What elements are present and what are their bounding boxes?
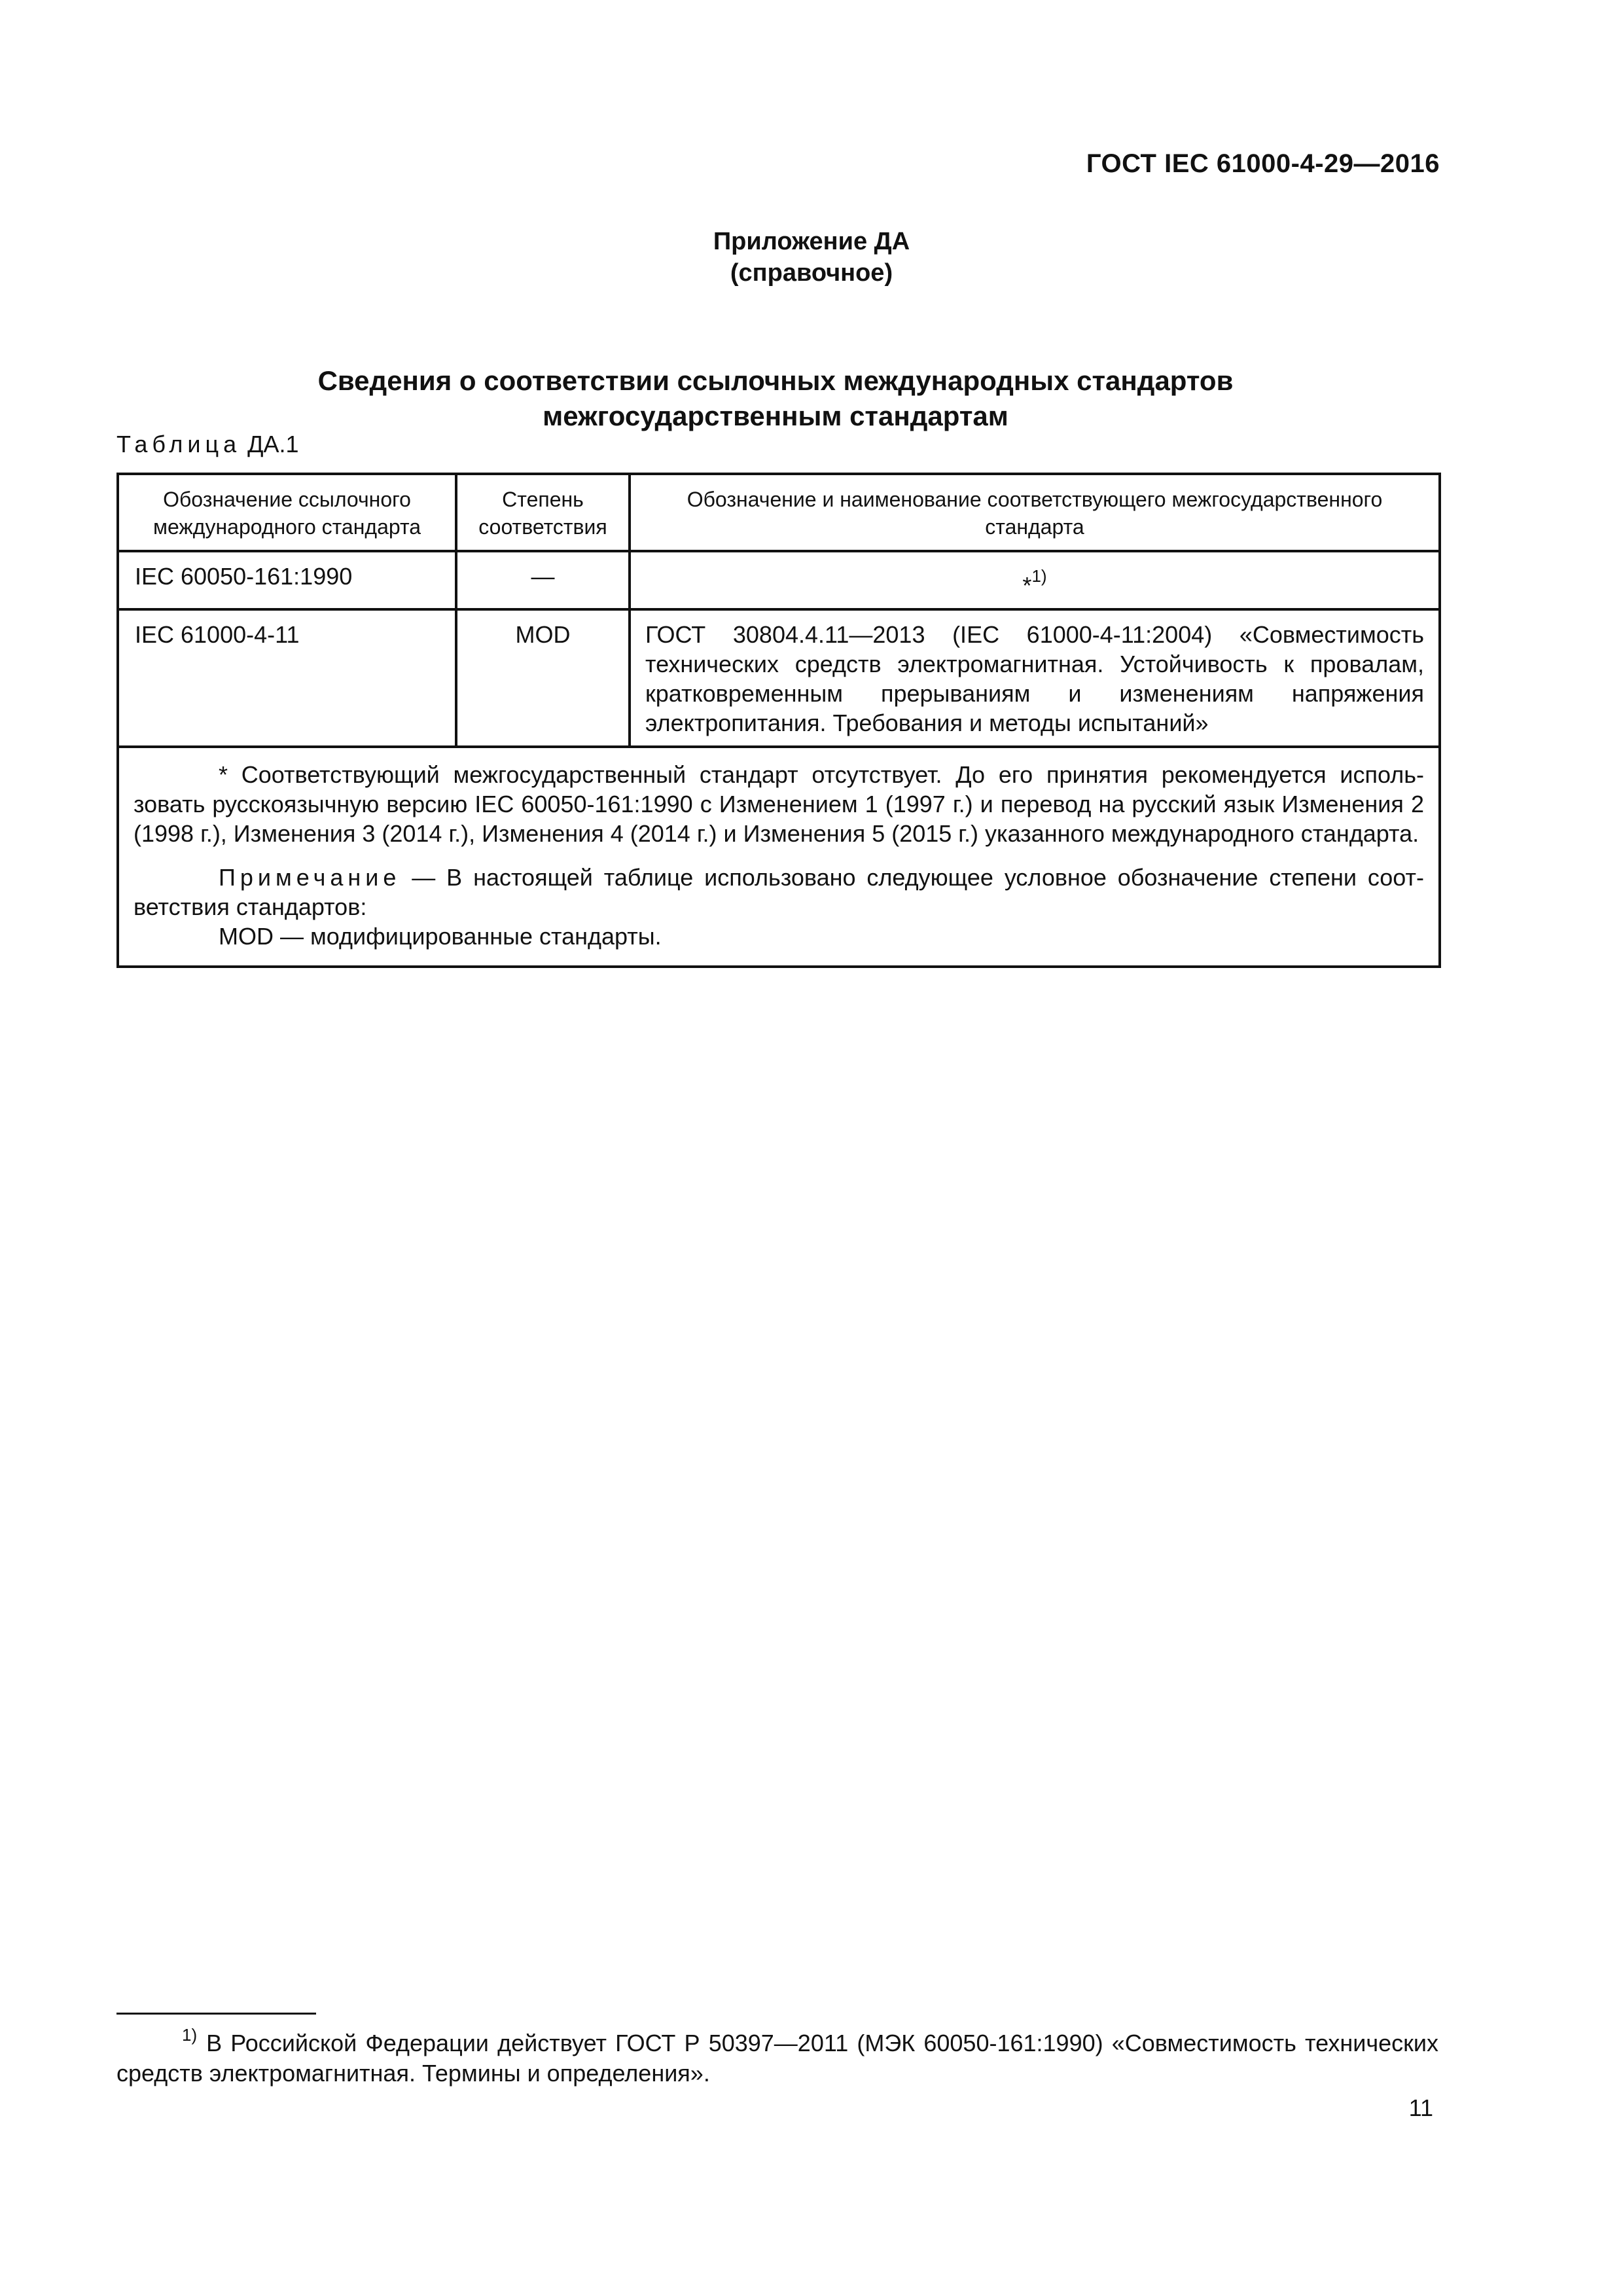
table-header-row (118, 474, 1440, 551)
cell-ref: IEC 61000-4-11 (118, 609, 456, 747)
section-title-line1: Сведения о соответствии ссылочных международных стандартов (317, 365, 1234, 396)
appendix-title: Приложение ДА (713, 228, 910, 255)
table-label (116, 431, 299, 458)
table-label-word: Таблица (116, 431, 241, 457)
cell-ref: IEC 60050-161:1990 (118, 551, 456, 609)
star-mark: * (1022, 572, 1032, 599)
page-number: 11 (1408, 2094, 1433, 2121)
conformity-table (116, 473, 1441, 968)
cell-standard: ГОСТ 30804.4.11—2013 (IEC 61000-4-11:2004) «Совместимость технических средств электромагнитная. Устойчивость к провалам, кратковременным прерываниям и изменениям напряжения электропитания. Требования и методы испытаний» (630, 609, 1440, 747)
footnote-mark: 1) (182, 2025, 198, 2045)
appendix-subtitle: (справочное) (730, 259, 893, 287)
header-interstate-standard: Обозначение и наименование соответствующего межгосударственного стандарта (630, 474, 1440, 551)
table-row (118, 551, 1440, 609)
section-title-line2: межгосударственным стандартам (543, 401, 1008, 431)
table-notes (118, 747, 1440, 967)
header-degree: Степень соответствия (456, 474, 630, 551)
table-notes-row (118, 747, 1440, 967)
appendix-heading (0, 226, 1623, 289)
star-footnote: * Соответствующий межгосударственный стандарт отсутствует. До его принятия рекомендуется использовать русскоязычную версию IEC 60050-161:1990 с Изменением 1 (1997 г.) и перевод на русский язык Изменения 2 (1998 г.), Изменения 3 (2014 г.), Изменения 4 (2014 г.) и Изменения 5 (2015 г.) указанного международного стандарта. (134, 761, 1424, 847)
header-ref-standard: Обозначение ссылочного международного стандарта (118, 474, 456, 551)
footnote-ref-mark: 1) (1031, 566, 1047, 586)
note-mod-definition: MOD — модифицированные стандарты. (219, 923, 662, 950)
table-note (134, 863, 1424, 922)
table-row (118, 609, 1440, 747)
note-word: Примечание (219, 864, 401, 891)
note-text: — В настоящей таблице использовано следующее условное обозначение степени соответствия стандартов: (134, 864, 1424, 920)
document-code: ГОСТ IEC 61000-4-29—2016 (1086, 149, 1440, 178)
cell-degree: — (456, 551, 630, 609)
cell-standard (630, 551, 1440, 609)
section-title (0, 363, 1551, 434)
page-footnote (116, 2020, 1438, 2089)
footnote-text: В Российской Федерации действует ГОСТ Р 50397—2011 (МЭК 60050-161:1990) «Совместимость технических средств электромагнитная. Термины и определения». (116, 2030, 1438, 2087)
cell-degree: MOD (456, 609, 630, 747)
footnote-divider (116, 2013, 316, 2015)
table-label-number: ДА.1 (241, 431, 299, 457)
